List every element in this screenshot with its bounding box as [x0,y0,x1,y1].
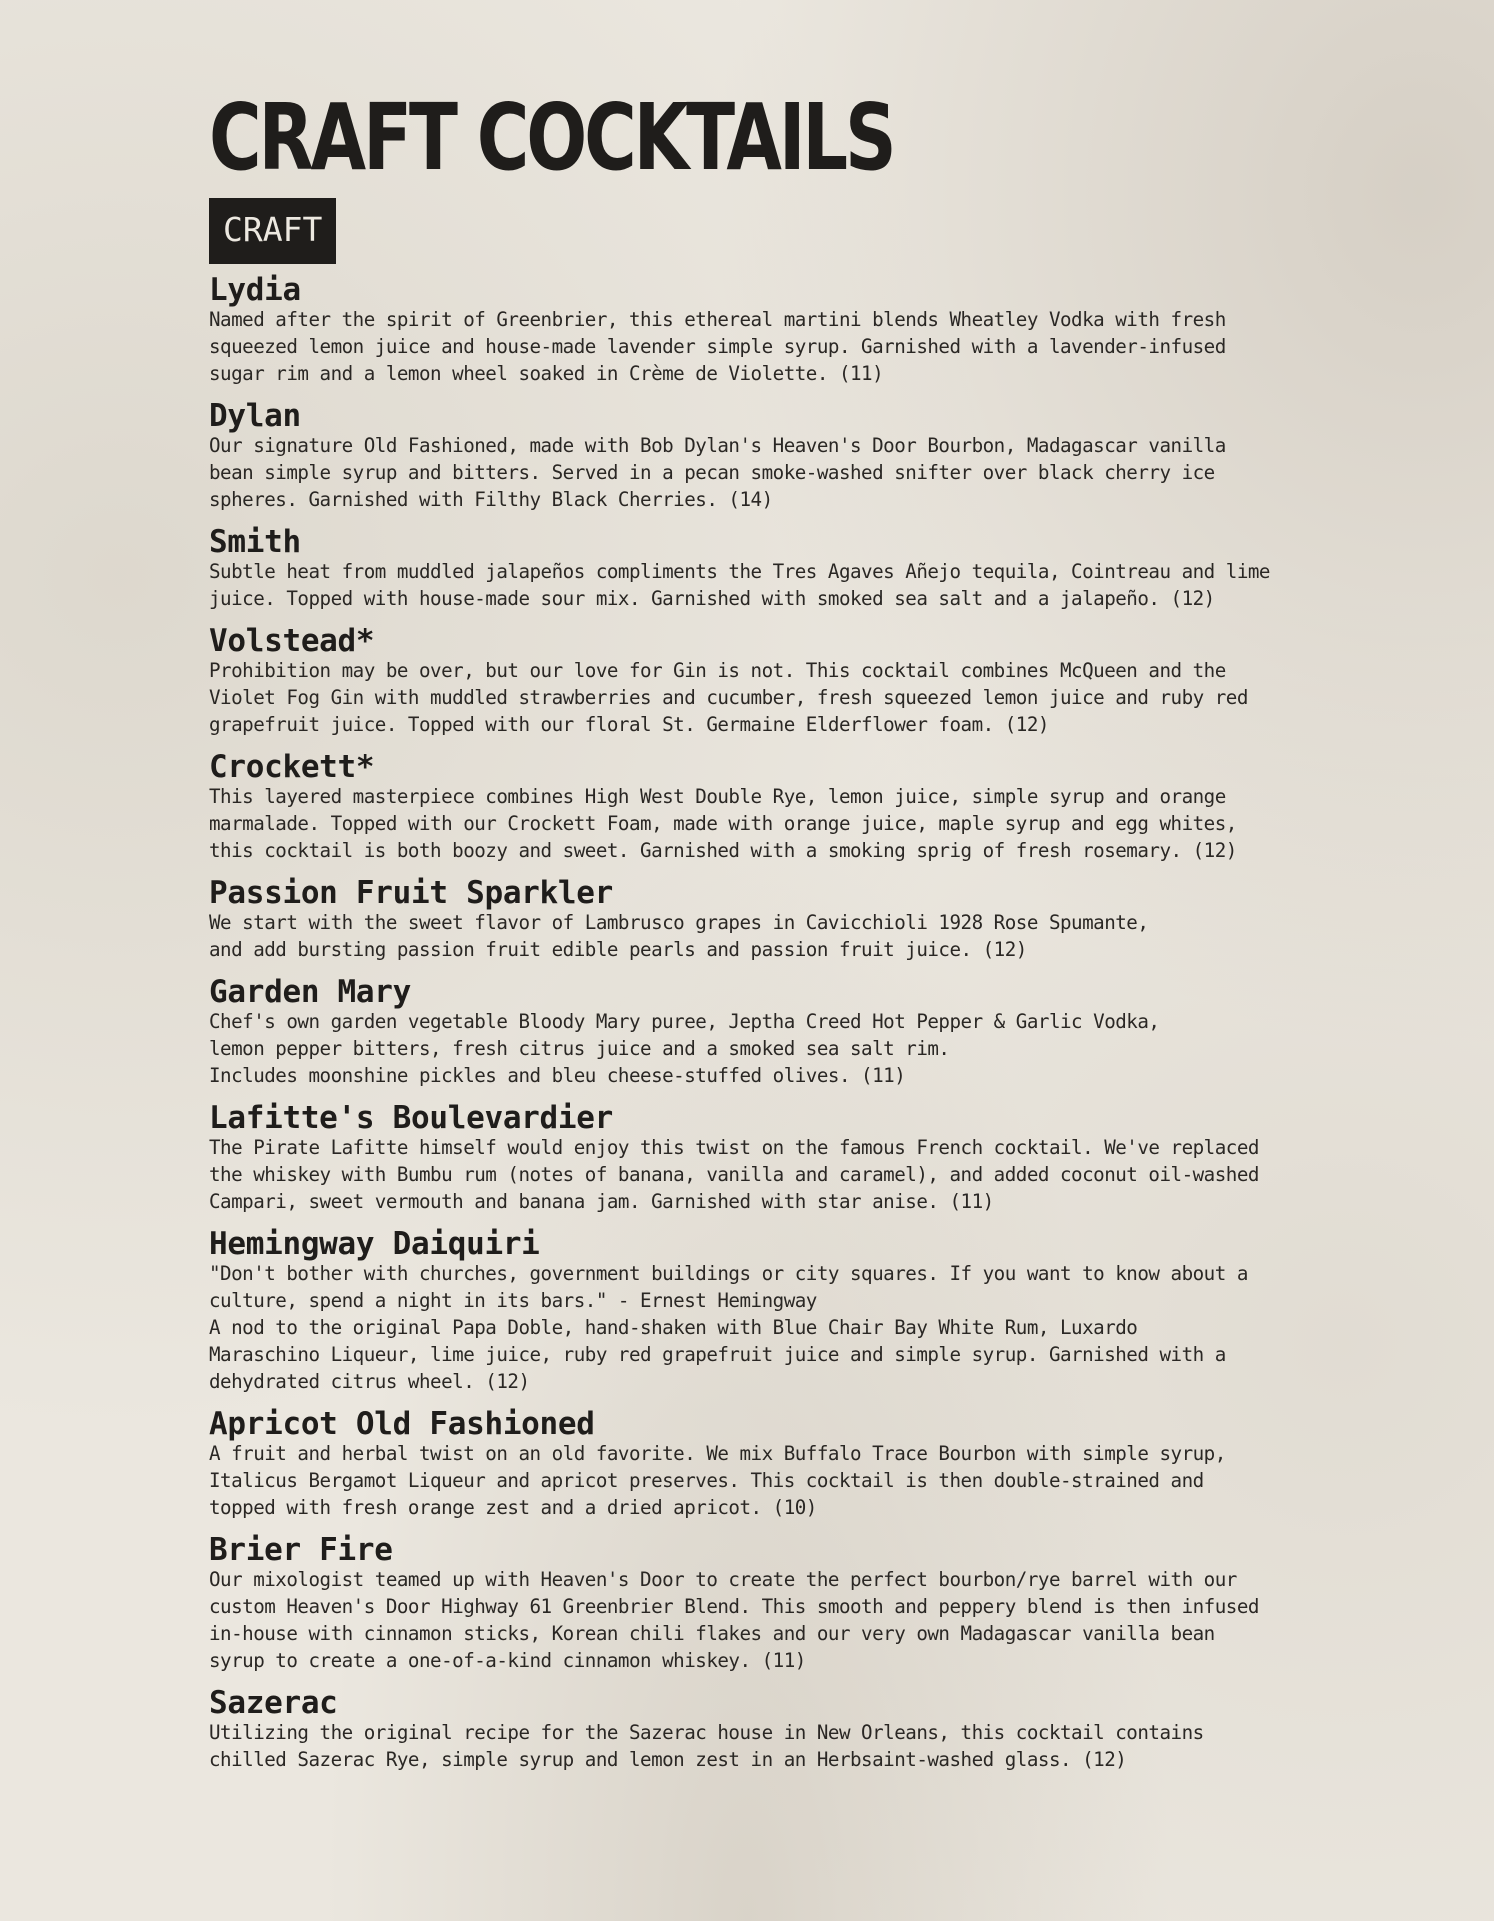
cocktail-name: Crockett* [209,749,375,785]
cocktail-name: Sazerac [209,1685,338,1721]
cocktail-item [209,274,1349,387]
cocktail-item [209,1102,1349,1215]
cocktail-item [209,400,1349,513]
cocktail-description: Prohibition may be over, but our love for Gin is not. This cocktail combines McQueen and the Violet Fog Gin with muddled strawberries and cucumber, fresh squeezed lemon juice and ruby red grapefruit juice. Topped with our floral St. Germaine Elderflower foam. (12) [209,659,1248,736]
cocktail-name: Apricot Old Fashioned [209,1406,595,1442]
cocktail-name: Lydia [209,272,301,308]
cocktail-name: Hemingway Daiquiri [209,1226,540,1262]
page-title: CRAFT COCKTAILS [209,84,894,191]
cocktail-description: Named after the spirit of Greenbrier, this ethereal martini blends Wheatley Vodka with fresh squeezed lemon juice and house-made lavender simple syrup. Garnished with a lavender-infused sugar rim and a lemon wheel soaked in Crème de Violette. (11) [209,308,1226,385]
cocktail-description: We start with the sweet flavor of Lambrusco grapes in Cavicchioli 1928 Rose Spumante, and add bursting passion fruit edible pearls and passion fruit juice. (12) [209,911,1149,961]
cocktail-description: Utilizing the original recipe for the Sazerac house in New Orleans, this cocktail contains chilled Sazerac Rye, simple syrup and lemon zest in an Herbsaint-washed glass. (12) [209,1721,1204,1771]
cocktail-description: "Don't bother with churches, government buildings or city squares. If you want to know about a culture, spend a night in its bars." - Ernest Hemingway A nod to the original Papa Doble, hand-shaken with Blue Chair Bay White Rum, Luxardo Maraschino Liqueur, lime juice, ruby red grapefruit juice and simple syrup. Garnished with a dehydrated citrus wheel. (12) [209,1262,1248,1393]
cocktail-name: Volstead* [209,623,375,659]
cocktail-description: A fruit and herbal twist on an old favorite. We mix Buffalo Trace Bourbon with simple syrup, Italicus Bergamot Liqueur and apricot preserves. This cocktail is then double-strained and topped with fresh orange zest and a dried apricot. (10) [209,1442,1226,1519]
section-badge: CRAFT [209,198,336,264]
cocktail-name: Garden Mary [209,974,411,1010]
cocktail-description: Our mixologist teamed up with Heaven's Door to create the perfect bourbon/rye barrel with our custom Heaven's Door Highway 61 Greenbrier Blend. This smooth and peppery blend is then infused in-house with cinnamon sticks, Korean chili flakes and our very own Madagascar vanilla bean syrup to create a one-of-a-kind cinnamon whiskey. (11) [209,1568,1259,1672]
menu-page [209,84,1349,1786]
cocktail-description: Chef's own garden vegetable Bloody Mary puree, Jeptha Creed Hot Pepper & Garlic Vodka, lemon pepper bitters, fresh citrus juice and a smoked sea salt rim. Includes moonshine pickles and bleu cheese-stuffed olives. (11) [209,1010,1160,1087]
cocktail-description: This layered masterpiece combines High West Double Rye, lemon juice, simple syrup and orange marmalade. Topped with our Crockett Foam, made with orange juice, maple syrup and egg whites, this cocktail is both boozy and sweet. Garnished with a smoking sprig of fresh rosemary. (12) [209,785,1237,862]
cocktail-name: Passion Fruit Sparkler [209,875,613,911]
cocktail-description: The Pirate Lafitte himself would enjoy this twist on the famous French cocktail. We've replaced the whiskey with Bumbu rum (notes of banana, vanilla and caramel), and added coconut oil-washed Campari, sweet vermouth and banana jam. Garnished with star anise. (11) [209,1136,1259,1213]
cocktail-description: Subtle heat from muddled jalapeños compliments the Tres Agaves Añejo tequila, Cointreau and lime juice. Topped with house-made sour mix. Garnished with smoked sea salt and a jalapeño. (12) [209,560,1270,610]
cocktail-item [209,1687,1349,1773]
cocktail-item [209,625,1349,738]
cocktail-list [209,274,1349,1773]
cocktail-name: Dylan [209,398,301,434]
cocktail-item [209,1228,1349,1395]
cocktail-item [209,1534,1349,1674]
cocktail-name: Lafitte's Boulevardier [209,1100,613,1136]
cocktail-item [209,877,1349,963]
cocktail-name: Smith [209,524,301,560]
cocktail-name: Brier Fire [209,1532,393,1568]
cocktail-description: Our signature Old Fashioned, made with Bob Dylan's Heaven's Door Bourbon, Madagascar vanilla bean simple syrup and bitters. Served in a pecan smoke-washed snifter over black cherry ice spheres. Garnished with Filthy Black Cherries. (14) [209,434,1226,511]
cocktail-item [209,526,1349,612]
cocktail-item [209,976,1349,1089]
cocktail-item [209,751,1349,864]
cocktail-item [209,1408,1349,1521]
